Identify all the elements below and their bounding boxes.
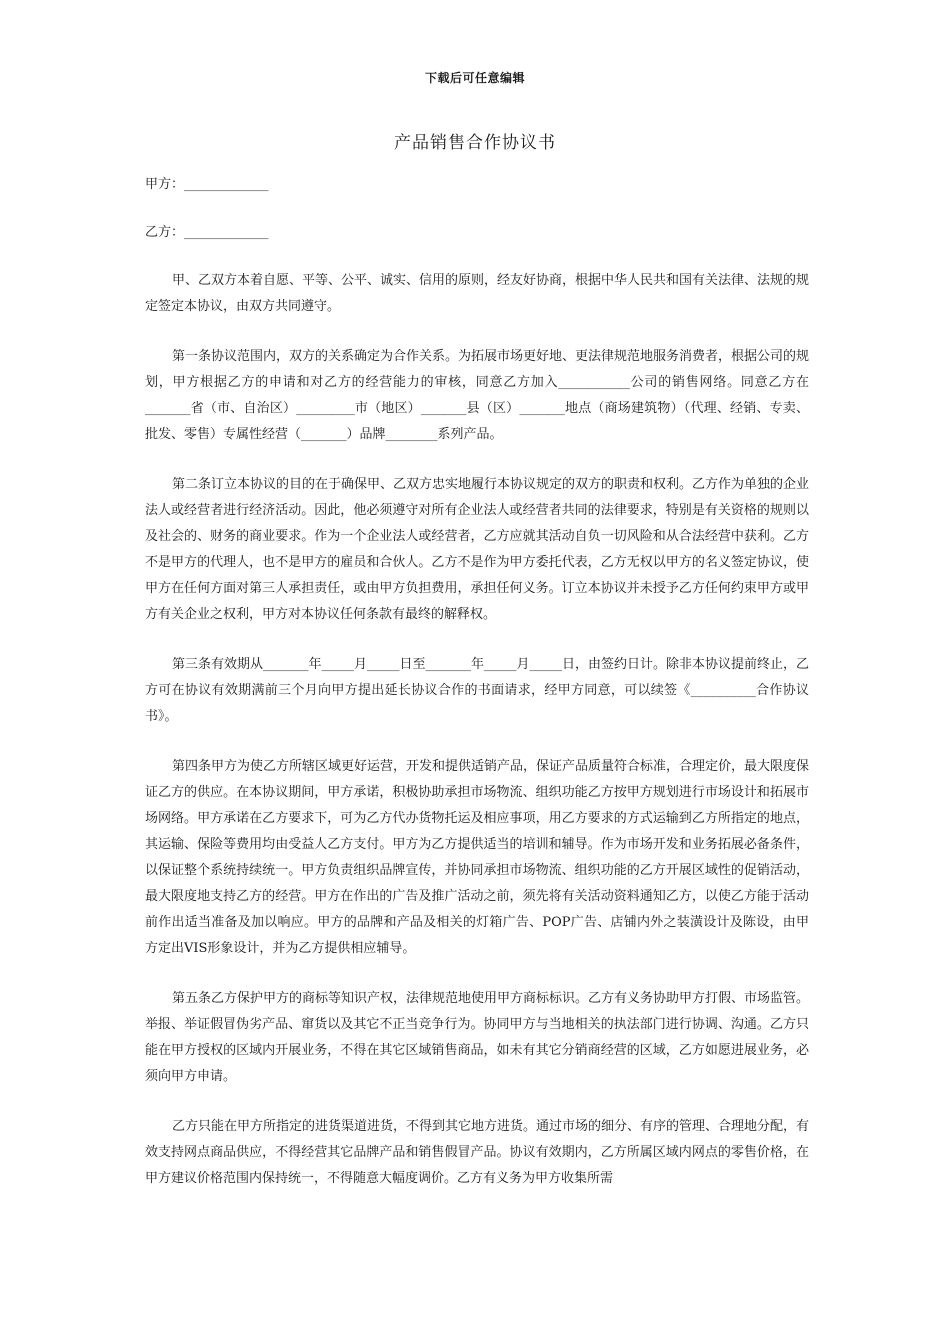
party-b-line: 乙方：_____________ [145, 225, 269, 240]
paragraph-article-2: 第二条订立本协议的目的在于确保甲、乙双方忠实地履行本协议规定的双方的职责和权利。乙方作为单独的企业法人或经营者进行经济活动。因此，他必须遵守对所有企业法人或经营者共同的法律要求，特别是有关资格的规则以及社会的、财务的商业要求。作为一个企业法人或经营者，乙方应就其活动自负一切风险和从合法经营中获利。乙方不是甲方的代理人，也不是甲方的雇员和合伙人。乙方不是作为甲方委托代表，乙方无权以甲方的名义签定协议，使甲方在任何方面对第三人承担责任，或由甲方负担费用，承担任何义务。订立本协议并未授予乙方任何约束甲方或甲方有关企业之权利，甲方对本协议任何条款有最终的解释权。 [145, 477, 810, 622]
paragraph-article-1: 第一条协议范围内，双方的关系确定为合作关系。为拓展市场更好地、更法律规范地服务消费者，根据公司的规划，甲方根据乙方的申请和对乙方的经营能力的审核，同意乙方加入___________公司的销售网络。同意乙方在_______省（市、自治区）_________市（地区）_______县（区）_______地点（商场建筑物）（代理、经销、专卖、批发、零售）专属性经营（_______）品牌________系列产品。 [145, 349, 810, 442]
paragraph-preamble: 甲、乙双方本着自愿、平等、公平、诚实、信用的原则，经友好协商，根据中华人民共和国有关法律、法规的规定签定本协议，由双方共同遵守。 [145, 273, 810, 314]
paragraph-article-4: 第四条甲方为使乙方所辖区域更好运营，开发和提供适销产品，保证产品质量符合标准，合理定价，最大限度保证乙方的供应。在本协议期间，甲方承诺，积极协助承担市场物流、组织功能乙方按甲方规划进行市场设计和拓展市场网络。甲方承诺在乙方要求下，可为乙方代办货物托运及相应事项，用乙方要求的方式运输到乙方所指定的地点，其运输、保险等费用均由受益人乙方支付。甲方为乙方提供适当的培训和辅导。作为市场开发和业务拓展必备条件，以保证整个系统持续统一。甲方负责组织品牌宣传，并协同承担市场物流、组织功能的乙方开展区域性的促销活动，最大限度地支持乙方的经营。甲方在作出的广告及推广活动之前，须先将有关活动资料通知乙方，以使乙方能于活动前作出适当准备及加以响应。甲方的品牌和产品及相关的灯箱广告、POP广告、店铺内外之装潢设计及陈设，由甲方定出VIS形象设计，并为乙方提供相应辅导。 [145, 759, 810, 956]
party-a-line: 甲方：_____________ [145, 177, 269, 192]
document-title: 产品销售合作协议书 [394, 133, 556, 153]
paragraph-article-5-continued: 乙方只能在甲方所指定的进货渠道进货，不得到其它地方进货。通过市场的细分、有序的管理、合理地分配，有效支持网点商品供应，不得经营其它品牌产品和销售假冒产品。协议有效期内，乙方所属区域内网点的零售价格，在甲方建议价格范围内保持统一，不得随意大幅度调价。乙方有义务为甲方收集所需 [145, 1119, 810, 1186]
paragraph-article-5: 第五条乙方保护甲方的商标等知识产权，法律规范地使用甲方商标标识。乙方有义务协助甲方打假、市场监管。举报、举证假冒伪劣产品、窜货以及其它不正当竞争行为。协同甲方与当地相关的执法部门进行协调、沟通。乙方只能在甲方授权的区域内开展业务，不得在其它区域销售商品，如未有其它分销商经营的区域，乙方如愿进展业务，必须向甲方申请。 [145, 991, 810, 1084]
paragraph-article-3: 第三条有效期从_______年_____月_____日至_______年_____月_____日，由签约日计。除非本协议提前终止，乙方可在协议有效期满前三个月向甲方提出延长协议合作的书面请求，经甲方同意，可以续签《__________合作协议书》。 [145, 657, 810, 724]
download-editable-note: 下载后可任意编辑 [424, 71, 525, 85]
document-body [145, 172, 809, 1216]
